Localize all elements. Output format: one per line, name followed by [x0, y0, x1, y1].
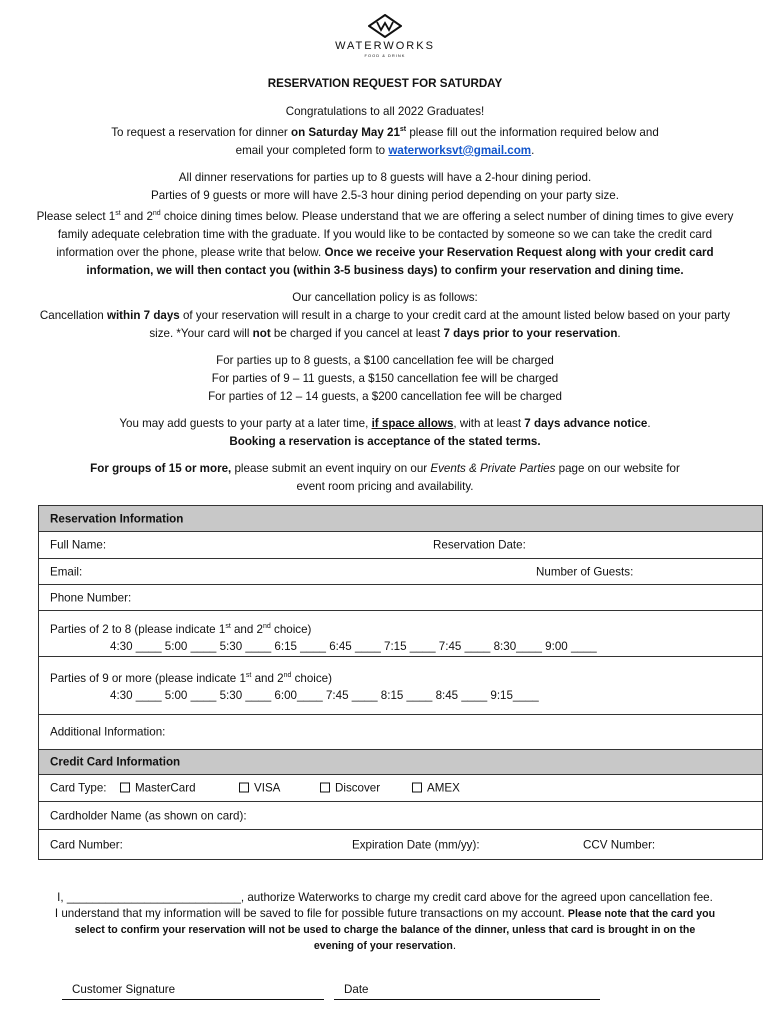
- groups-text: [12, 460, 758, 478]
- reservation-form: [38, 505, 763, 860]
- request-pre: To request a reservation for dinner: [111, 125, 292, 139]
- small-post: choice): [270, 622, 312, 636]
- visa-checkbox[interactable]: [239, 782, 280, 795]
- reservation-info-header: [39, 506, 762, 532]
- reservation-header-label: Reservation Information: [50, 512, 184, 525]
- policy-line2-bold: not: [252, 326, 271, 340]
- add-mid: , with at least: [453, 416, 525, 430]
- additional-info-row: [39, 715, 762, 750]
- visa-label: VISA: [254, 781, 281, 795]
- large-mid: and 2: [251, 671, 284, 685]
- small-sup1: st: [225, 623, 231, 630]
- large-party-times-row: [39, 657, 762, 715]
- email-link[interactable]: waterworksvt@gmail.com: [388, 143, 532, 157]
- select-text: [12, 205, 758, 226]
- date-signature-line[interactable]: [334, 983, 600, 1000]
- small-party-block: [50, 618, 597, 655]
- add-space: if space allows: [371, 416, 454, 430]
- email-text: [12, 142, 758, 160]
- add-post: .: [647, 416, 651, 430]
- discover-label: Discover: [335, 781, 381, 795]
- groups-post: page on our website for: [555, 461, 680, 475]
- small-sup2: nd: [263, 623, 271, 630]
- checkbox-icon: [320, 783, 330, 793]
- select-post: choice dining times below. Please understand that we are offering a select number of dining times to give every: [160, 209, 734, 223]
- checkbox-icon: [412, 783, 422, 793]
- dining-rule-1: All dinner reservations for parties up to 8 guests will have a 2-hour dining period.: [178, 170, 592, 184]
- logo-name: WATERWORKS: [335, 40, 435, 52]
- request-date: on Saturday May 21: [291, 125, 400, 139]
- large-sup2: nd: [283, 672, 292, 679]
- intro-section: [12, 75, 758, 496]
- groups-text-2: event room pricing and availability.: [296, 479, 474, 493]
- name-date-row: [39, 532, 762, 559]
- authorization-section: [12, 890, 758, 954]
- note-line-3-bold: evening of your reservation: [313, 940, 453, 952]
- customer-signature-label: Customer Signature: [72, 983, 176, 996]
- discover-checkbox[interactable]: [320, 782, 380, 795]
- policy-line-2: [12, 325, 758, 343]
- note-line-3: [12, 938, 758, 954]
- family-text: family adequate celebration time with the graduate. If you would like to be contacted by someone so we can take the credit card: [57, 227, 713, 241]
- policy-line-1: [12, 307, 758, 325]
- request-post: please fill out the information required below and: [406, 125, 659, 139]
- cardholder-name-field[interactable]: Cardholder Name (as shown on card):: [50, 809, 247, 822]
- dining-rule-2: Parties of 9 guests or more will have 2.5-3 hour dining period depending on your party size.: [151, 188, 619, 202]
- terms-text: [12, 433, 758, 451]
- credit-card-header: [39, 750, 762, 775]
- large-party-time-slots[interactable]: 4:30 ____ 5:00 ____ 5:30 ____ 6:00____ 7:45 ____ 8:15 ____ 8:45 ____ 9:15____: [110, 688, 539, 702]
- number-of-guests-field[interactable]: Number of Guests:: [536, 565, 634, 578]
- add-pre: You may add guests to your party at a later time,: [119, 416, 372, 430]
- diamond-logo-icon: [368, 14, 402, 38]
- card-type-row: [39, 775, 762, 802]
- policy-line1-bold: within 7 days: [106, 308, 180, 322]
- phone-pre: information over the phone, please write that below.: [56, 245, 325, 259]
- full-name-field[interactable]: Full Name:: [50, 538, 107, 552]
- add-notice: 7 days advance notice: [524, 416, 648, 430]
- fee-line: For parties up to 8 guests, a $100 cancellation fee will be charged: [216, 353, 554, 367]
- date-label: Date: [344, 983, 369, 996]
- customer-signature-line[interactable]: [62, 983, 324, 1000]
- fee-line: For parties of 12 – 14 guests, a $200 cancellation fee will be charged: [208, 389, 562, 403]
- checkbox-icon: [120, 783, 130, 793]
- select-sup2: nd: [152, 209, 161, 217]
- small-mid: and 2: [230, 622, 263, 636]
- mastercard-label: MasterCard: [135, 781, 196, 795]
- authorize-name-blank[interactable]: ___________________________: [66, 891, 241, 904]
- contact-text: [12, 262, 758, 280]
- understand-text: I understand that my information will be saved to file for possible future transactions on my account.: [54, 907, 568, 920]
- authorize-line: [12, 890, 758, 906]
- policy-line2-bold2: 7 days prior to your reservation: [443, 326, 618, 340]
- policy-line1-pre: Cancellation: [39, 308, 107, 322]
- authorize-pre: I,: [57, 891, 67, 904]
- policy-line2-post: .: [617, 326, 621, 340]
- policy-line1-post: of your reservation will result in a charge to your credit card at the amount listed below based on your party: [179, 308, 731, 322]
- policy-line2-mid: be charged if you cancel at least: [270, 326, 444, 340]
- mastercard-checkbox[interactable]: [120, 782, 196, 795]
- amex-label: AMEX: [427, 781, 460, 795]
- ccv-field[interactable]: CCV Number:: [583, 838, 656, 851]
- add-guests-text: [12, 415, 758, 433]
- policy-line2-pre: size. *Your card will: [149, 326, 253, 340]
- large-sup1: st: [245, 672, 252, 679]
- email-guests-row: [39, 559, 762, 585]
- note-bold: Please note that the card you: [567, 908, 716, 920]
- contact-bold: information, we will then contact you (within 3-5 business days) to confirm your reservation and dining time.: [86, 263, 684, 277]
- logo-tagline: FOOD & DRINK: [364, 53, 406, 58]
- authorize-post: , authorize Waterworks to charge my credit card above for the agreed upon cancellation fee.: [240, 891, 713, 904]
- additional-info-field[interactable]: Additional Information:: [50, 725, 166, 739]
- email-pre: email your completed form to: [235, 143, 389, 157]
- note-line-3-post: .: [452, 939, 457, 952]
- groups-bold: For groups of 15 or more,: [90, 461, 232, 475]
- phone-number-field[interactable]: Phone Number:: [50, 591, 132, 604]
- card-type-label: Card Type:: [50, 781, 107, 795]
- waterworks-logo: [0, 14, 770, 58]
- select-mid: and 2: [120, 209, 153, 223]
- large-party-block: [50, 667, 539, 704]
- email-field[interactable]: Email:: [50, 565, 83, 578]
- congrats-text: Congratulations to all 2022 Graduates!: [285, 105, 485, 118]
- checkbox-icon: [239, 783, 249, 793]
- groups-pre: please submit an event inquiry on our: [231, 461, 431, 475]
- note-line-2: select to confirm your reservation will not be used to charge the balance of the dinner, unless that card is brought in on the: [74, 924, 696, 936]
- request-text: [12, 121, 758, 142]
- small-pre: Parties of 2 to 8 (please indicate 1: [50, 622, 226, 636]
- phone-text: [12, 244, 758, 262]
- fee-line: For parties of 9 – 11 guests, a $150 cancellation fee will be charged: [211, 371, 559, 385]
- groups-italic: Events & Private Parties: [430, 461, 556, 475]
- large-pre: Parties of 9 or more (please indicate 1: [50, 671, 246, 685]
- small-party-label: [50, 618, 597, 638]
- policy-heading: Our cancellation policy is as follows:: [292, 290, 478, 304]
- select-pre: Please select 1: [36, 209, 116, 223]
- large-party-label: [50, 667, 539, 687]
- email-post: .: [531, 143, 535, 157]
- card-number-field[interactable]: Card Number:: [50, 838, 123, 851]
- cardholder-row: [39, 802, 762, 830]
- terms-bold: Booking a reservation is acceptance of the stated terms.: [229, 434, 541, 448]
- small-party-time-slots[interactable]: 4:30 ____ 5:00 ____ 5:30 ____ 6:15 ____ 6:45 ____ 7:15 ____ 7:45 ____ 8:30____ 9:00 ____: [110, 639, 597, 653]
- reservation-date-field[interactable]: Reservation Date:: [433, 538, 526, 552]
- card-number-row: [39, 830, 762, 859]
- phone-row: [39, 585, 762, 611]
- expiration-date-field[interactable]: Expiration Date (mm/yy):: [352, 838, 480, 851]
- credit-header-label: Credit Card Information: [50, 755, 181, 769]
- small-party-times-row: [39, 611, 762, 657]
- page-title: RESERVATION REQUEST FOR SATURDAY: [267, 77, 503, 90]
- amex-checkbox[interactable]: [412, 782, 460, 795]
- large-post: choice): [291, 671, 332, 685]
- request-sup: st: [399, 126, 407, 133]
- select-sup1: st: [115, 209, 121, 217]
- understand-line: [12, 906, 758, 922]
- phone-bold: Once we receive your Reservation Request along with your credit card: [324, 245, 714, 259]
